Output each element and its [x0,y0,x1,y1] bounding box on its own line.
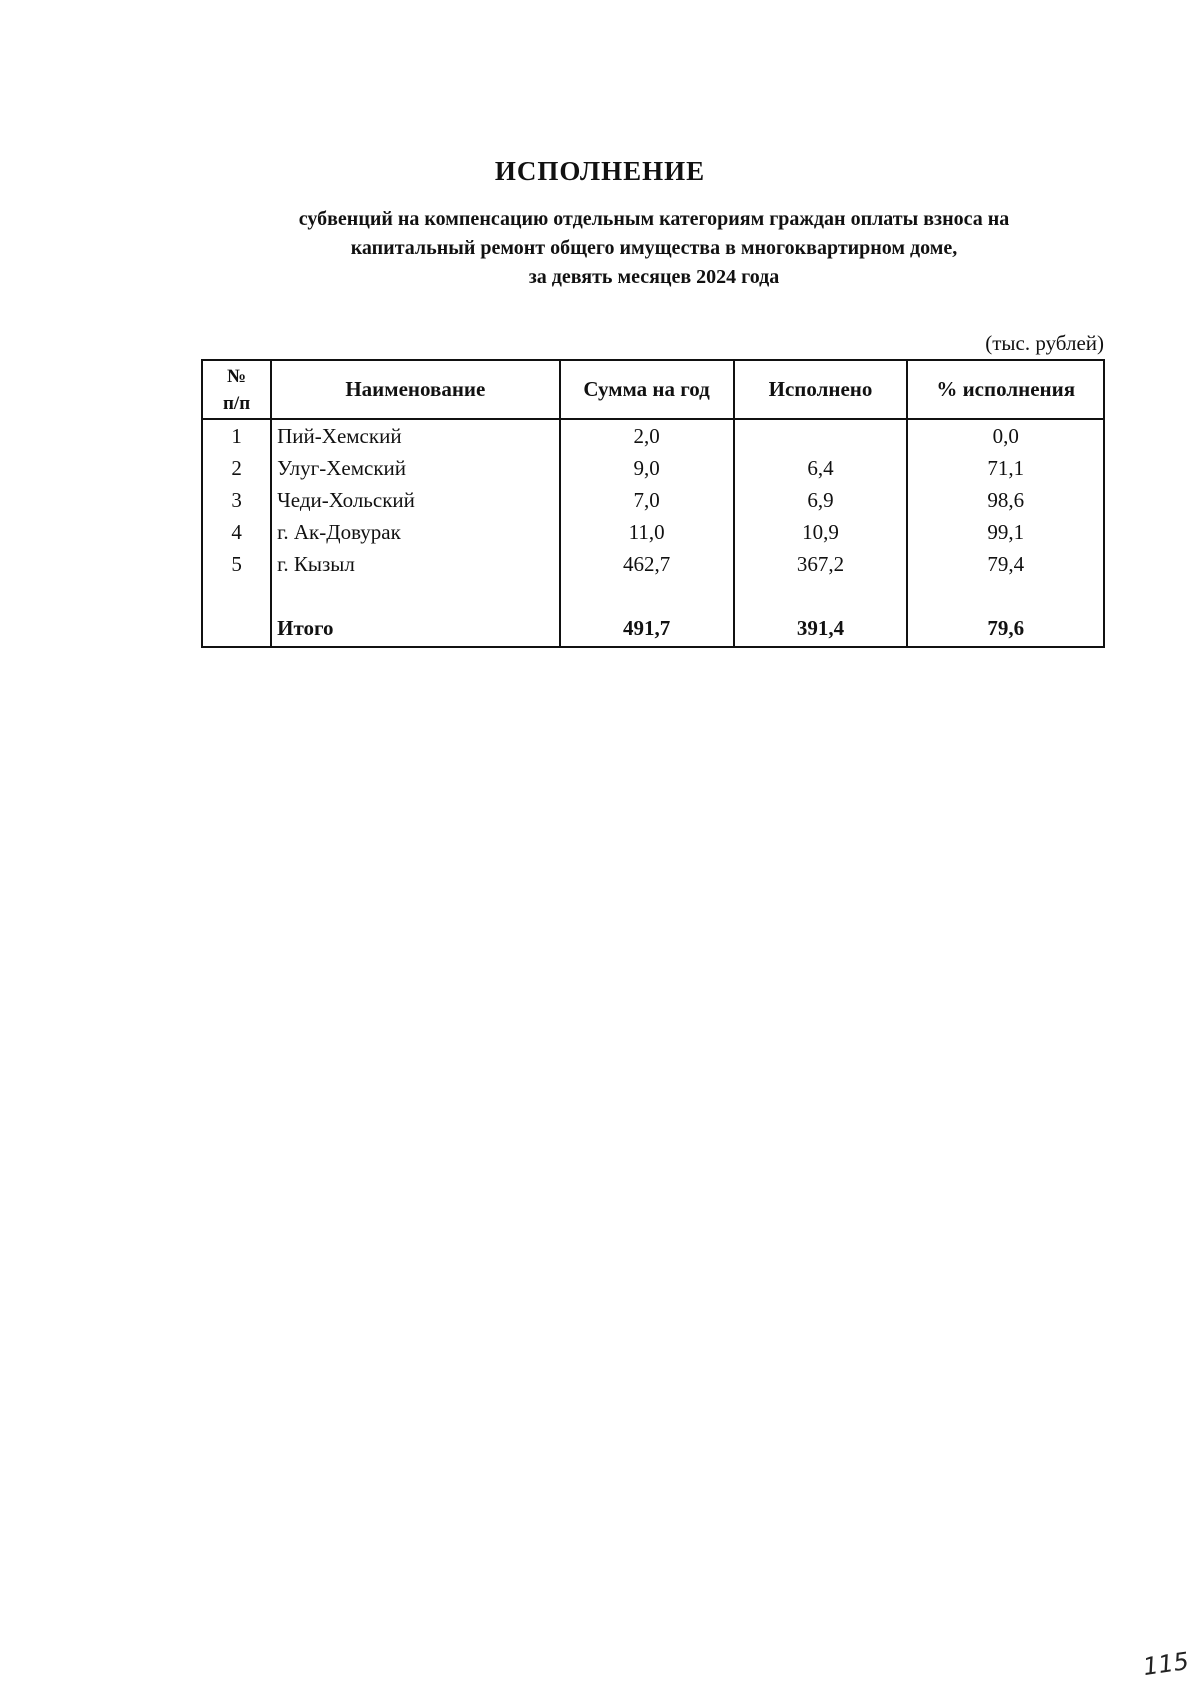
row-sum: 2,0 [560,419,734,452]
row-done: 367,2 [734,548,908,580]
row-number: 2 [202,452,271,484]
row-name: Чеди-Хольский [271,484,559,516]
table-row [202,516,1104,548]
row-number: 1 [202,419,271,452]
row-sum: 11,0 [560,516,734,548]
table-row [202,452,1104,484]
total-done: 391,4 [734,610,908,647]
total-pct: 79,6 [907,610,1104,647]
total-sum: 491,7 [560,610,734,647]
header-number-line1: № [227,365,247,387]
header-pct: % исполнения [907,360,1104,419]
spacer-cell [560,580,734,610]
row-number: 5 [202,548,271,580]
table-total-row [202,610,1104,647]
subtitle-line: субвенций на компенсацию отдельным категориям граждан оплаты взноса на [298,208,1010,230]
spacer-cell [271,580,559,610]
spacer-cell [734,580,908,610]
subtitle-line: капитальный ремонт общего имущества в многоквартирном доме, [350,237,958,259]
row-number: 3 [202,484,271,516]
spacer-cell [202,580,271,610]
row-sum: 7,0 [560,484,734,516]
row-done: 6,4 [734,452,908,484]
table-row [202,484,1104,516]
row-pct: 98,6 [907,484,1104,516]
row-sum: 462,7 [560,548,734,580]
header-sum: Сумма на год [560,360,734,419]
row-pct: 99,1 [907,516,1104,548]
header-number [202,360,271,419]
total-number [202,610,271,647]
document-title: ИСПОЛНЕНИЕ [494,156,706,186]
row-name: г. Ак-Довурак [271,516,559,548]
header-done: Исполнено [734,360,908,419]
header-number-line2: п/п [222,392,251,414]
row-name: г. Кызыл [271,548,559,580]
total-name: Итого [271,610,559,647]
header-name: Наименование [271,360,559,419]
table-header-row [202,360,1104,419]
execution-table [201,359,1105,648]
row-done: 6,9 [734,484,908,516]
row-pct: 0,0 [907,419,1104,452]
units-label: (тыс. рублей) [985,331,1104,355]
row-done [734,419,908,452]
row-name: Пий-Хемский [271,419,559,452]
spacer-cell [907,580,1104,610]
table-row [202,419,1104,452]
table-row [202,548,1104,580]
document-subtitle [200,205,1108,292]
page-number: 115 [1141,1646,1191,1682]
row-number: 4 [202,516,271,548]
row-pct: 79,4 [907,548,1104,580]
table-spacer-row [202,580,1104,610]
row-name: Улуг-Хемский [271,452,559,484]
row-pct: 71,1 [907,452,1104,484]
subtitle-line: за девять месяцев 2024 года [528,266,780,288]
row-sum: 9,0 [560,452,734,484]
row-done: 10,9 [734,516,908,548]
